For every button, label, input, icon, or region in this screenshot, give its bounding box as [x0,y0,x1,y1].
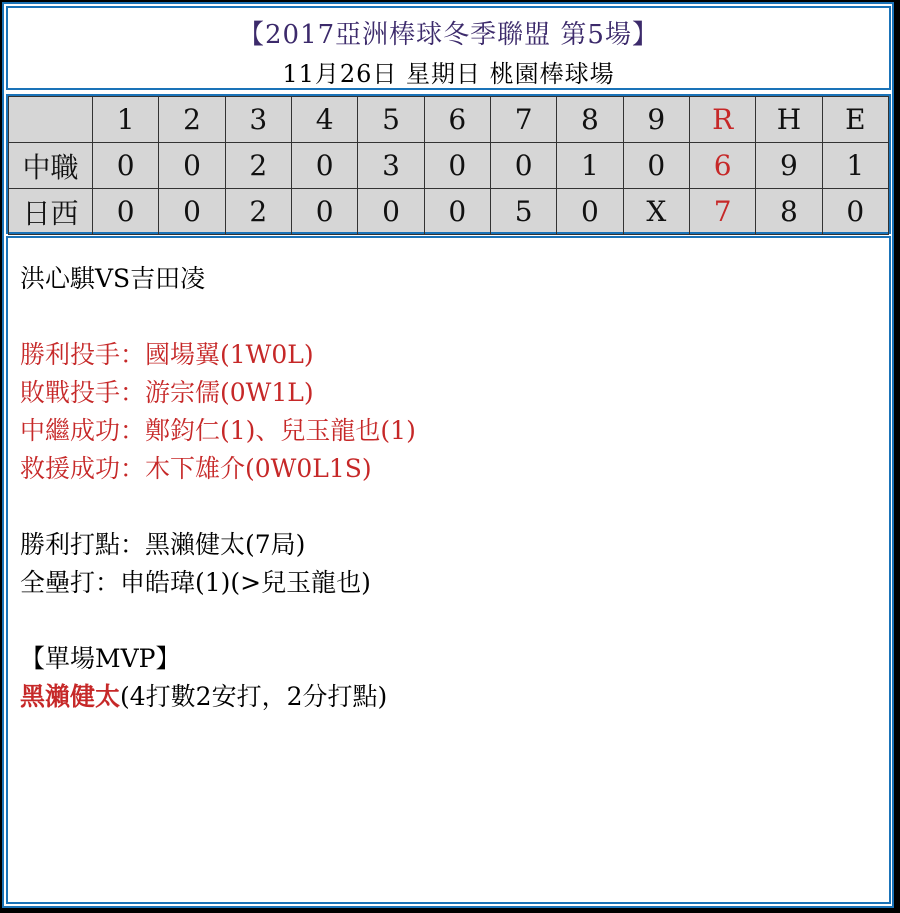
scoreboard [6,94,891,234]
team-name-home: 日西 [9,189,93,235]
report-header [6,6,891,90]
mvp-line [20,678,889,716]
score-cell: 0 [424,189,490,235]
scoreboard-row-home [9,189,889,235]
score-cell: 3 [358,143,424,189]
header-cell-inning-5: 5 [358,97,424,143]
header-cell-blank [9,97,93,143]
score-cell: 0 [291,143,357,189]
mvp-stats: (4打數2安打，2分打點) [120,682,388,711]
score-cell: 0 [557,189,623,235]
losing-pitcher: 敗戰投手：游宗儒(0W1L) [20,378,314,407]
home-run: 全壘打：申皓瑋(1)(>兒玉龍也) [20,568,371,597]
header-cell-runs: R [689,97,755,143]
score-cell: 1 [557,143,623,189]
pitching-matchup: 洪心騏VS吉田凌 [20,264,206,293]
header-cell-hits: H [756,97,822,143]
errors-cell-home: 0 [822,189,888,235]
hits-cell-away: 9 [756,143,822,189]
score-cell: 0 [159,143,225,189]
report-subtitle: 11月26日 星期日 桃園棒球場 [282,60,615,88]
header-cell-inning-9: 9 [623,97,689,143]
winning-pitcher: 勝利投手：國場翼(1W0L) [20,340,314,369]
spacer [20,298,889,336]
scoreboard-header-row [9,97,889,143]
report-title: 【2017亞洲棒球冬季聯盟 第5場】 [238,20,659,50]
header-cell-inning-7: 7 [490,97,556,143]
mvp-name: 黑瀨健太 [20,682,121,711]
hits-cell-home: 8 [756,189,822,235]
header-cell-errors: E [822,97,888,143]
runs-cell-away: 6 [689,143,755,189]
scoreboard-table [8,96,889,235]
runs-cell-home: 7 [689,189,755,235]
header-cell-inning-8: 8 [557,97,623,143]
score-cell: 0 [93,189,159,235]
score-cell: 0 [623,143,689,189]
score-cell: 2 [225,189,291,235]
score-cell: 0 [93,143,159,189]
header-cell-inning-6: 6 [424,97,490,143]
scoreboard-row-away [9,143,889,189]
holds: 中繼成功：鄭鈞仁(1)、兒玉龍也(1) [20,416,416,445]
errors-cell-away: 1 [822,143,888,189]
score-cell: X [623,189,689,235]
team-name-away: 中職 [9,143,93,189]
score-cell: 0 [490,143,556,189]
header-cell-inning-1: 1 [93,97,159,143]
winning-rbi: 勝利打點：黑瀨健太(7局) [20,530,306,559]
score-cell: 0 [358,189,424,235]
game-summary [6,236,891,904]
header-cell-inning-2: 2 [159,97,225,143]
score-cell: 0 [159,189,225,235]
save: 救援成功：木下雄介(0W0L1S) [20,454,372,483]
score-cell: 0 [291,189,357,235]
score-cell: 5 [490,189,556,235]
score-cell: 0 [424,143,490,189]
spacer [20,602,889,640]
spacer [20,488,889,526]
score-cell: 2 [225,143,291,189]
header-cell-inning-4: 4 [291,97,357,143]
mvp-header: 【單場MVP】 [20,644,181,673]
header-cell-inning-3: 3 [225,97,291,143]
